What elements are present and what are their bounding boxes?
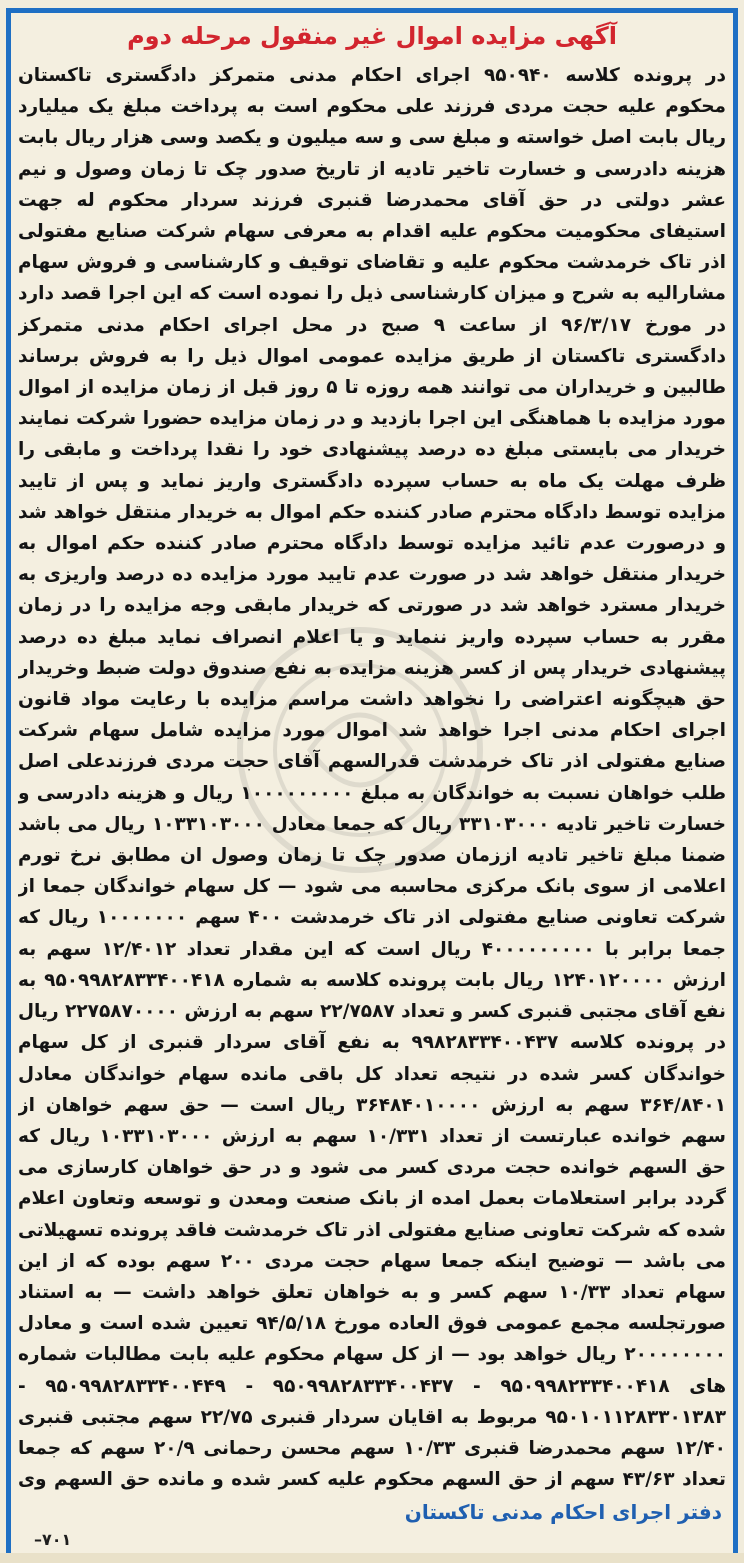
footer-code: ۷۰۱–	[34, 1530, 72, 1549]
notice-body: در پرونده کلاسه ۹۵۰۹۴۰ اجرای احکام مدنی متمرکز دادگستری تاکستان محکوم علیه حجت مردی فرزند علی محکوم است به پرداخت مبلغ یک میلیارد ریال بابت اصل خواسته و مبلغ سی و سه میلیون و یکصد وسی هزار ریال بابت هزینه دادرسی و خسارت تاخیر تادیه از تاریخ صدور چک تا زمان وصول و نیم عشر دولتی در حق آقای محمدرضا قنبری فرزند سردار محکوم له جهت استیفای محکومیت محکوم علیه اقدام به معرفی سهام شرکت صنایع مفتولی اذر تاک خرمدشت محکوم علیه و تقاضای توقیف و کارشناسی و فروش سهام مشارالیه به شرح و میزان کارشناسی ذیل را نموده است که این اجرا قصد دارد در مورخ ۹۶/۳/۱۷ از ساعت ۹ صبح در محل اجرای احکام مدنی متمرکز دادگستری تاکستان از طریق مزایده عمومی اموال ذیل را به فروش برساند طالبین و خریداران می توانند همه روزه تا ۵ روز قبل از زمان مزایده از اموال مورد مزایده با هماهنگی این اجرا بازدید و در زمان مزایده حضورا شرکت نمایند خریدار می بایستی مبلغ ده درصد پیشنهادی خود را نقدا پرداخت و مابقی را ظرف مهلت یک ماه به حساب سپرده دادگستری واریز نماید و پس از تایید مزایده توسط دادگاه محترم صادر کننده حکم اموال به خریدار منتقل خواهد شد و درصورت عدم تائید مزایده توسط دادگاه محترم صادر کننده حکم اموال به خریدار منتقل خواهد شد در صورت عدم تایید مورد مزایده ده درصد واریزی به خریدار مسترد خواهد شد در صورتی که خریدار مابقی وجه مزایده را در زمان مقرر به حساب سپرده واریز ننماید و یا اعلام انصراف نماید مبلغ ده درصد پیشنهادی خریدار پس از کسر هزینه مزایده به نفع صندوق دولت ضبط وخریدار حق هیچگونه اعتراضی را نخواهد داشت مراسم مزایده با رعایت مواد قانون اجرای احکام مدنی اجرا خواهد شد اموال مورد مزایده شامل سهام شرکت صنایع مفتولی اذر تاک خرمدشت قدرالسهم آقای حجت مردی فرزندعلی اصل طلب خواهان نسبت به خواندگان به مبلغ ۱۰۰۰۰۰۰۰۰۰ ریال و هزینه دادرسی و خسارت تاخیر تادیه ۳۳۱۰۳۰۰۰ ریال که جمعا معادل ۱۰۳۳۱۰۳۰۰۰ ریال می باشد ضمنا مبلغ تاخیر تادیه اززمان صدور چک تا زمان وصول ان مطابق نرخ تورم اعلامی از سوی بانک مرکزی محاسبه می شود — کل سهام خواندگان جمعا از شرکت تعاونی صنایع مفتولی اذر تاک خرمدشت ۴۰۰ سهم ۱۰۰۰۰۰۰۰ ریال که جمعا برابر با ۴۰۰۰۰۰۰۰۰۰ ریال است که این مقدار تعداد ۱۲/۴۰۱۲ سهم به ارزش ۱۲۴۰۱۲۰۰۰۰ ریال بابت پرونده کلاسه به شماره ۹۵۰۹۹۸۲۸۳۳۴۰۰۴۱۸ به نفع آقای مجتبی قنبری کسر و تعداد ۲۲/۷۵۸۷ سهم به ارزش ۲۲۷۵۸۷۰۰۰۰ ریال در پرونده کلاسه ۹۹۸۲۸۳۳۴۰۰۴۳۷ به نفع آقای سردار قنبری از کل سهام خواندگان کسر شده در نتیجه تعداد کل باقی مانده سهام خواندگان معادل ۳۶۴/۸۴۰۱ سهم به ارزش ۳۶۴۸۴۰۱۰۰۰۰ ریال است — حق سهم خواهان از سهم خوانده عبارتست از تعداد ۱۰/۳۳۱ سهم به ارزش ۱۰۳۳۱۰۳۰۰۰ ریال که حق السهم خوانده حجت مردی کسر می شود و در حق خواهان کارسازی می گردد برابر استعلامات بعمل امده از بانک صنعت ومعدن و توسعه وتعاون اعلام شده که شرکت تعاونی صنایع مفتولی اذر تاک خرمدشت فاقد پرونده تسهیلاتی می باشد — توضیح اینکه جمعا سهام حجت مردی ۲۰۰ سهم بوده که از این سهام تعداد ۱۰/۳۳ سهم کسر و به خواهان تعلق خواهد داشت — به استناد صورتجلسه مجمع عمومی فوق العاده مورخ ۹۴/۵/۱۸ تعیین شده است و معادل ۲۰۰۰۰۰۰۰۰ ریال خواهد بود — از کل سهام محکوم علیه بابت مطالبات شماره های ۹۵۰۹۹۸۲۳۳۴۰۰۴۱۸ - ۹۵۰۹۹۸۲۸۳۳۴۰۰۴۳۷ - ۹۵۰۹۹۸۲۸۳۳۴۰۰۴۴۹ - ۹۵۰۱۰۱۱۲۸۳۳۰۱۳۸۳ مربوط به اقایان سردار قنبری ۲۲/۷۵ سهم مجتبی قنبری ۱۲/۴۰ سهم محمدرضا قنبری ۱۰/۳۳ سهم محسن رحمانی ۲۰/۹ سهم که جمعا تعداد ۴۳/۶۳ سهم از حق السهم محکوم علیه کسر شده و مانده حق السهم وی	[18, 65, 726, 1491]
notice-title: آگهی مزایده اموال غیر منقول مرحله دوم	[127, 22, 617, 50]
bottom-strip	[0, 1553, 744, 1563]
issuer-signature: دفتر اجرای احکام مدنی تاکستان	[404, 1500, 722, 1524]
